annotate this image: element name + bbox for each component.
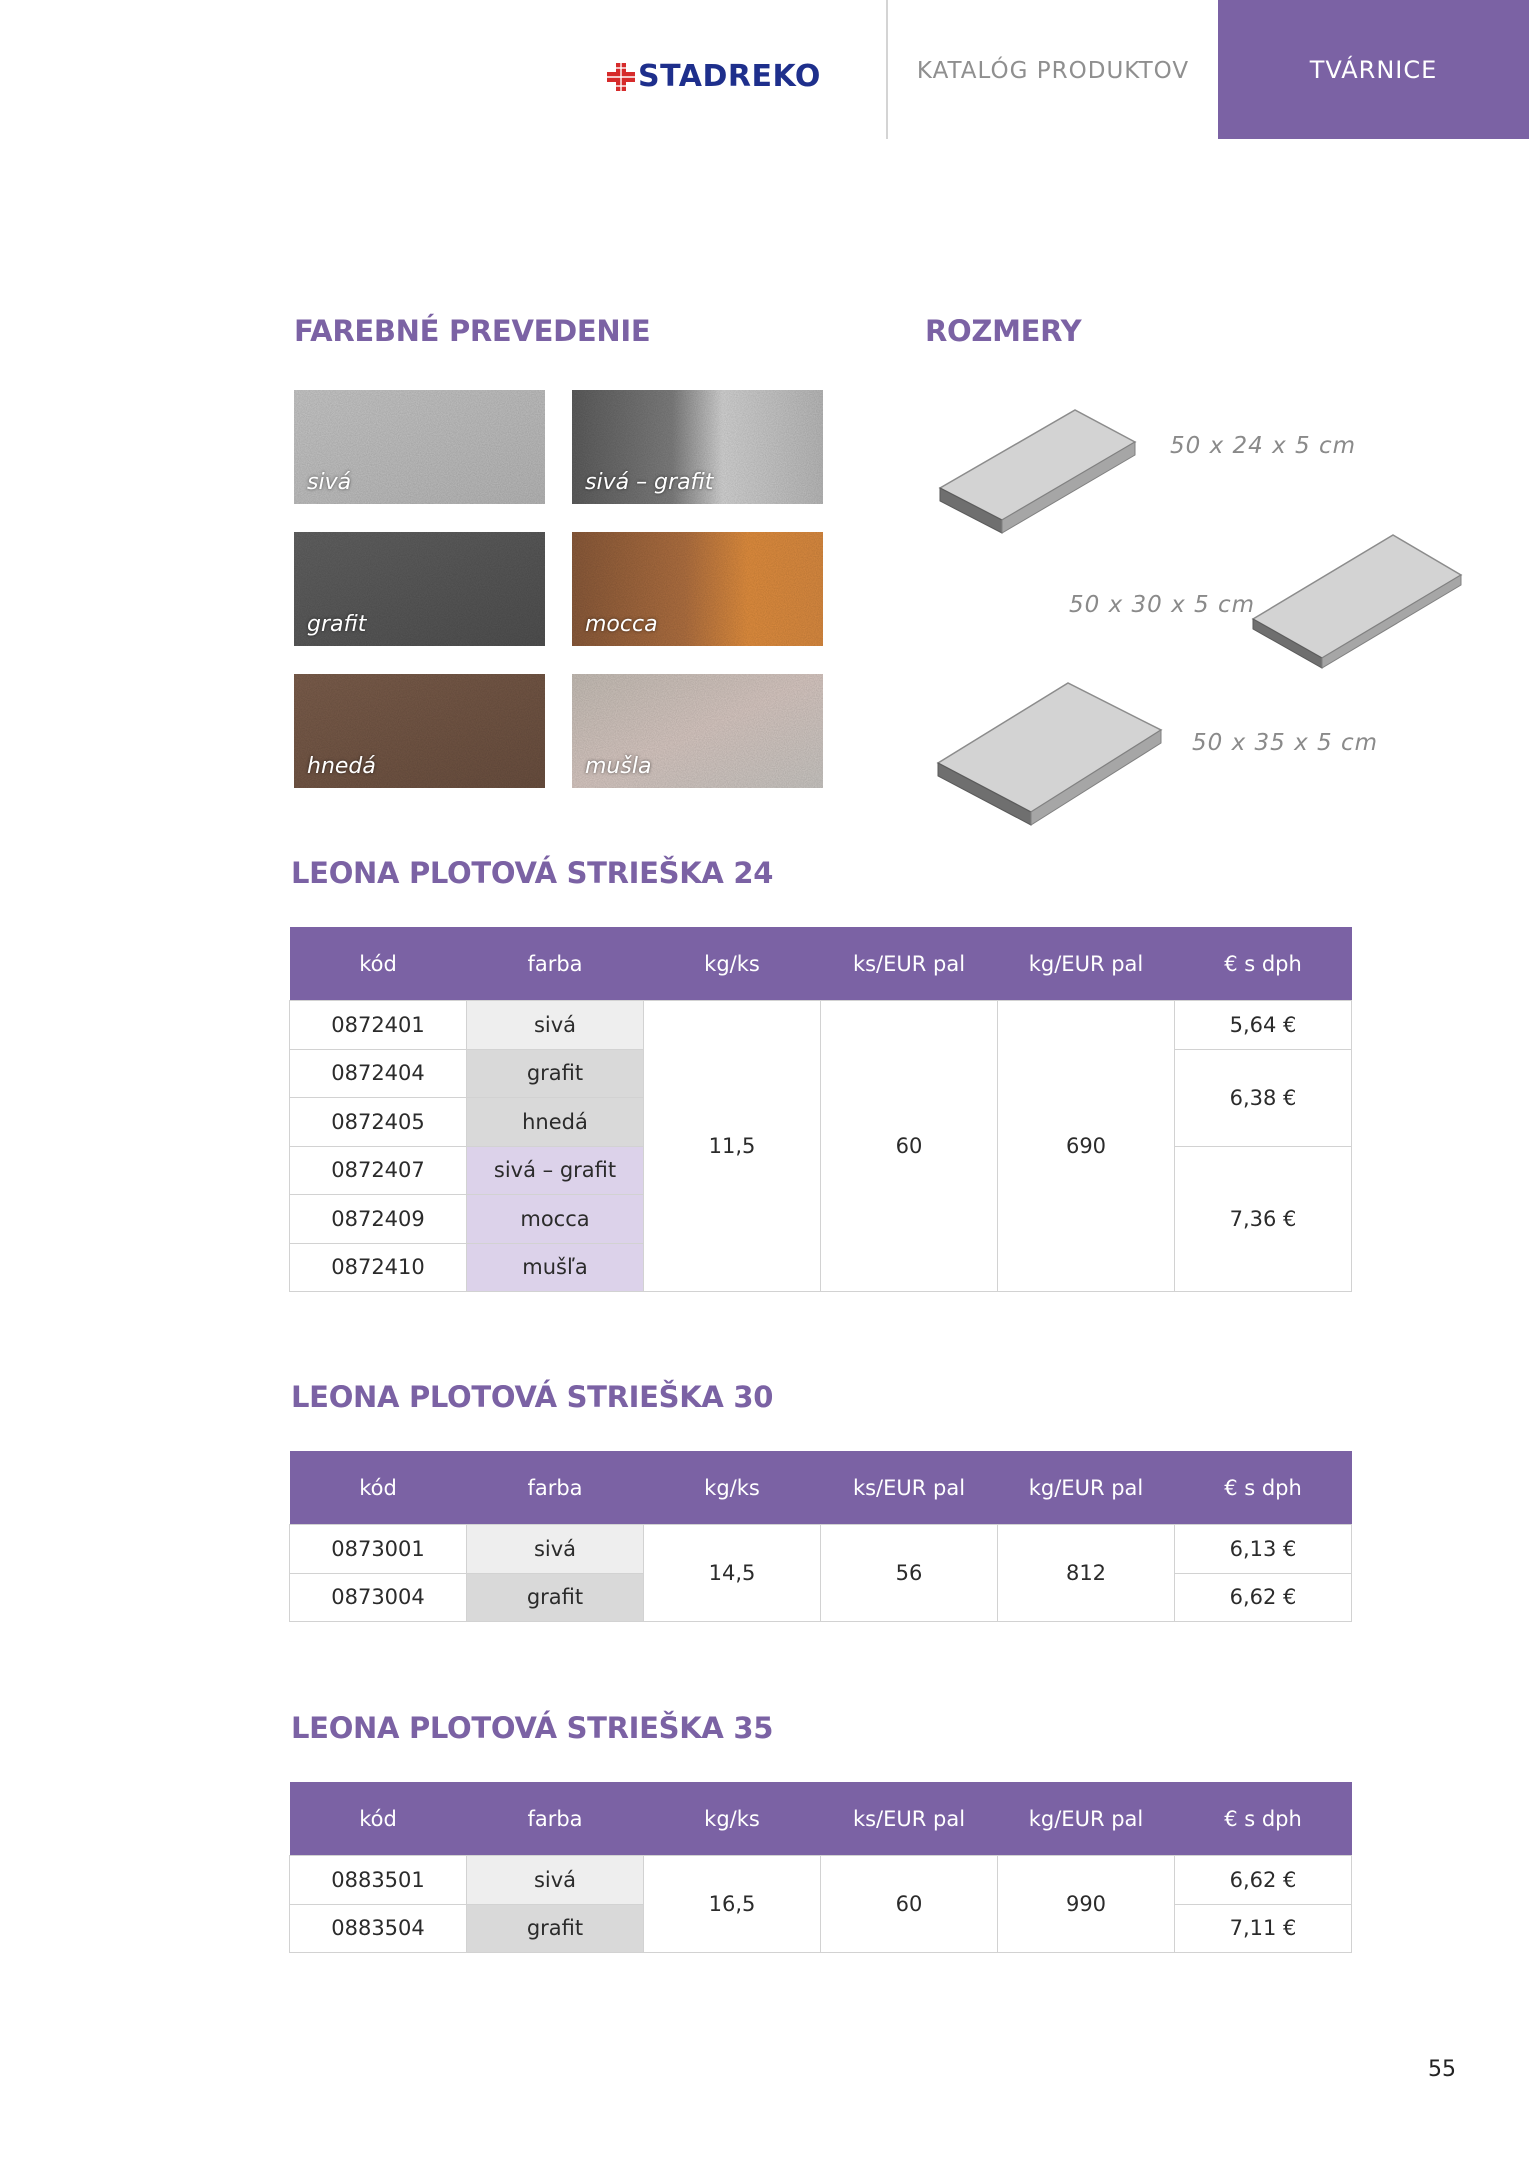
cell-kg-pal: 690 bbox=[998, 1001, 1175, 1292]
cell-price: 6,38 € bbox=[1175, 1049, 1352, 1146]
table-header-row bbox=[290, 927, 1352, 1001]
col-header-kg-pal: kg/EUR pal bbox=[998, 1782, 1175, 1856]
swatch-siva-grafit bbox=[572, 390, 823, 504]
section-tab-label: TVÁRNICE bbox=[1309, 55, 1438, 84]
col-header-ks-pal: ks/EUR pal bbox=[821, 1782, 998, 1856]
cell-color: sivá bbox=[467, 1525, 644, 1574]
col-header-price: € s dph bbox=[1175, 1782, 1352, 1856]
swatch-mocca bbox=[572, 532, 823, 646]
swatch-label: grafit bbox=[307, 612, 367, 637]
cell-color: grafit bbox=[467, 1573, 644, 1622]
cell-price: 7,36 € bbox=[1175, 1146, 1352, 1292]
table-35-title: LEONA PLOTOVÁ STRIEŠKA 35 bbox=[291, 1711, 774, 1745]
cell-price: 6,62 € bbox=[1175, 1573, 1352, 1622]
cell-kg-ks: 16,5 bbox=[644, 1856, 821, 1953]
dimensions-section-title: ROZMERY bbox=[925, 314, 1082, 348]
swatch-siva bbox=[294, 390, 545, 504]
logo-mark-icon bbox=[606, 62, 636, 92]
slab-24-drawing bbox=[930, 400, 1150, 540]
swatch-label: mušla bbox=[585, 754, 652, 779]
cell-kg-pal: 812 bbox=[998, 1525, 1175, 1622]
col-header-code: kód bbox=[290, 1451, 467, 1525]
col-header-code: kód bbox=[290, 1782, 467, 1856]
catalog-label: KATALÓG PRODUKTOV bbox=[916, 58, 1190, 84]
cell-code: 0873001 bbox=[290, 1525, 467, 1574]
table-30-title: LEONA PLOTOVÁ STRIEŠKA 30 bbox=[291, 1380, 774, 1414]
brand-logo bbox=[606, 60, 821, 94]
col-header-kg-pal: kg/EUR pal bbox=[998, 1451, 1175, 1525]
color-section-title: FAREBNÉ PREVEDENIE bbox=[294, 314, 651, 348]
product-table-30 bbox=[289, 1451, 1352, 1622]
cell-color: mušľa bbox=[467, 1243, 644, 1292]
col-header-kg-pal: kg/EUR pal bbox=[998, 927, 1175, 1001]
col-header-ks-pal: ks/EUR pal bbox=[821, 927, 998, 1001]
col-header-color: farba bbox=[467, 1782, 644, 1856]
section-tab bbox=[1218, 0, 1529, 139]
cell-ks-pal: 56 bbox=[821, 1525, 998, 1622]
cell-ks-pal: 60 bbox=[821, 1856, 998, 1953]
cell-code: 0873004 bbox=[290, 1573, 467, 1622]
col-header-kg-ks: kg/ks bbox=[644, 927, 821, 1001]
cell-kg-pal: 990 bbox=[998, 1856, 1175, 1953]
dimension-label: 50 x 30 x 5 cm bbox=[1069, 592, 1255, 618]
col-header-kg-ks: kg/ks bbox=[644, 1451, 821, 1525]
cell-ks-pal: 60 bbox=[821, 1001, 998, 1292]
table-header-row bbox=[290, 1782, 1352, 1856]
swatch-label: sivá – grafit bbox=[585, 470, 714, 495]
cell-code: 0872401 bbox=[290, 1001, 467, 1050]
table-row bbox=[290, 1856, 1352, 1905]
cell-color: sivá bbox=[467, 1001, 644, 1050]
cell-price: 6,62 € bbox=[1175, 1856, 1352, 1905]
cell-color: mocca bbox=[467, 1195, 644, 1244]
dimension-label: 50 x 35 x 5 cm bbox=[1192, 730, 1378, 756]
slab-35-drawing bbox=[933, 675, 1168, 830]
col-header-color: farba bbox=[467, 1451, 644, 1525]
cell-kg-ks: 11,5 bbox=[644, 1001, 821, 1292]
col-header-price: € s dph bbox=[1175, 1451, 1352, 1525]
swatch-musla bbox=[572, 674, 823, 788]
slab-30-drawing bbox=[1245, 525, 1470, 670]
swatch-hneda bbox=[294, 674, 545, 788]
cell-color: sivá – grafit bbox=[467, 1146, 644, 1195]
cell-kg-ks: 14,5 bbox=[644, 1525, 821, 1622]
col-header-color: farba bbox=[467, 927, 644, 1001]
cell-code: 0872410 bbox=[290, 1243, 467, 1292]
cell-price: 5,64 € bbox=[1175, 1001, 1352, 1050]
cell-color: hnedá bbox=[467, 1098, 644, 1147]
page-number: 55 bbox=[1428, 2057, 1456, 2082]
col-header-price: € s dph bbox=[1175, 927, 1352, 1001]
cell-code: 0883501 bbox=[290, 1856, 467, 1905]
swatch-label: hnedá bbox=[307, 754, 376, 779]
dimension-label: 50 x 24 x 5 cm bbox=[1170, 433, 1356, 459]
product-table-35 bbox=[289, 1782, 1352, 1953]
swatch-label: mocca bbox=[585, 612, 658, 637]
cell-code: 0872405 bbox=[290, 1098, 467, 1147]
cell-color: grafit bbox=[467, 1049, 644, 1098]
cell-code: 0883504 bbox=[290, 1904, 467, 1953]
col-header-ks-pal: ks/EUR pal bbox=[821, 1451, 998, 1525]
cell-code: 0872404 bbox=[290, 1049, 467, 1098]
cell-price: 7,11 € bbox=[1175, 1904, 1352, 1953]
cell-color: sivá bbox=[467, 1856, 644, 1905]
cell-code: 0872409 bbox=[290, 1195, 467, 1244]
table-24-title: LEONA PLOTOVÁ STRIEŠKA 24 bbox=[291, 856, 774, 890]
table-header-row bbox=[290, 1451, 1352, 1525]
swatch-label: sivá bbox=[307, 470, 352, 495]
swatch-grafit bbox=[294, 532, 545, 646]
col-header-kg-ks: kg/ks bbox=[644, 1782, 821, 1856]
product-table-24 bbox=[289, 927, 1352, 1292]
cell-code: 0872407 bbox=[290, 1146, 467, 1195]
cell-color: grafit bbox=[467, 1904, 644, 1953]
cell-price: 6,13 € bbox=[1175, 1525, 1352, 1574]
brand-name: STADREKO bbox=[638, 59, 821, 94]
col-header-code: kód bbox=[290, 927, 467, 1001]
table-row bbox=[290, 1525, 1352, 1574]
table-row bbox=[290, 1001, 1352, 1050]
